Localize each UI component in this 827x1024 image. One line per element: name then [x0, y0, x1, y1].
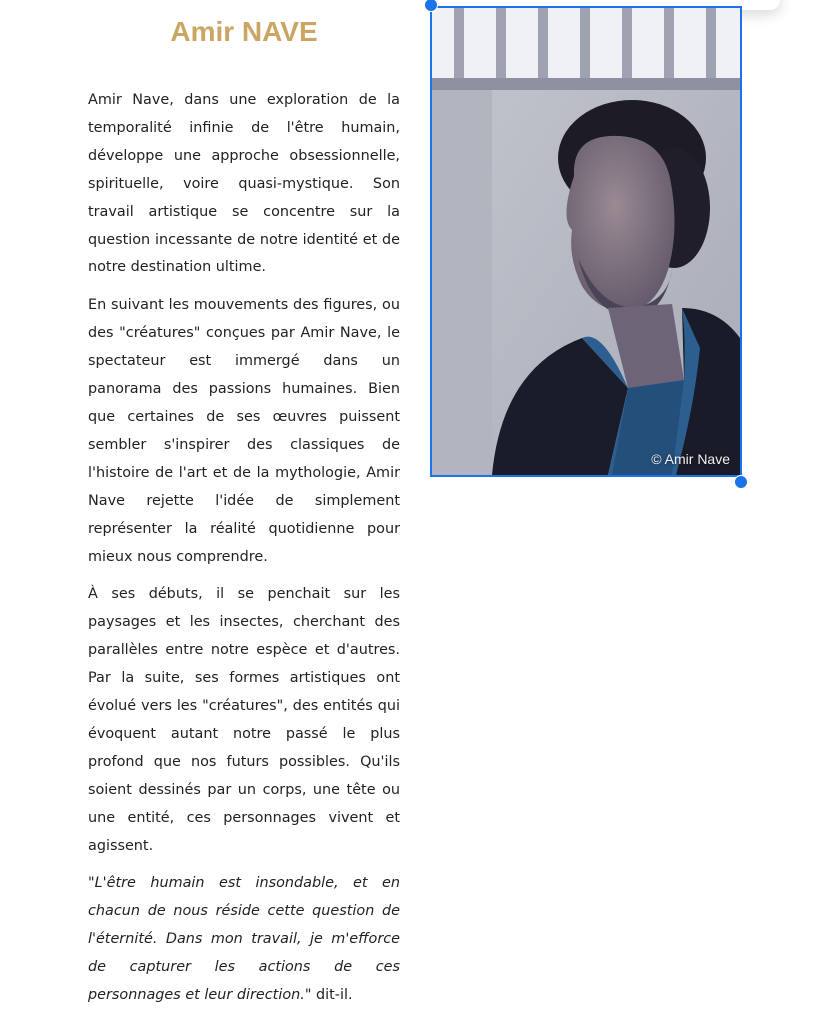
bio-paragraph-3: À ses débuts, il se penchait sur les paysages et les insectes, cherchant des parallèles entre notre espèce et d'autres. Par la suite, ses formes artistiques ont évolué vers les "créatures", des entités qui évoquent autant notre passé le plus profond que nos futurs possibles. Qu'ils soient dessinés par un corps, une tête ou une entité, ces personnages vivent et agissent.: [88, 586, 400, 854]
photo-copyright-caption: © Amir Nave: [651, 451, 730, 467]
bio-quote-paragraph: [88, 870, 400, 1010]
resize-handle-bottom-right[interactable]: [734, 475, 748, 489]
artist-photo[interactable]: [430, 6, 742, 477]
bio-paragraph-2: En suivant les mouvements des figures, ou des "créatures" conçues par Amir Nave, le spectateur est immergé dans un panorama des passions humaines. Bien que certaines de ses œuvres puissent sembler s'inspirer des classiques de l'histoire de l'art et de la mythologie, Amir Nave rejette l'idée de simplement représenter la réalité quotidienne pour mieux nous comprendre.: [88, 297, 400, 565]
quote-attribution: dit-il.: [311, 987, 353, 1004]
artist-name-heading: Amir NAVE: [170, 16, 318, 47]
portrait-image: [432, 8, 740, 475]
biography-text: [88, 87, 400, 1010]
bio-paragraph-1: Amir Nave, dans une exploration de la temporalité infinie de l'être humain, développe une approche obsessionnelle, spirituelle, voire quasi-mystique. Son travail artistique se concentre sur la question incessante de notre identité et de notre destination ultime.: [88, 92, 400, 276]
artist-quote: "L'être humain est insondable, et en chacun de nous réside cette question de l'éternité. Dans mon travail, je m'efforce de capturer les actions de ces personnages et leur direction.": [88, 875, 400, 1004]
